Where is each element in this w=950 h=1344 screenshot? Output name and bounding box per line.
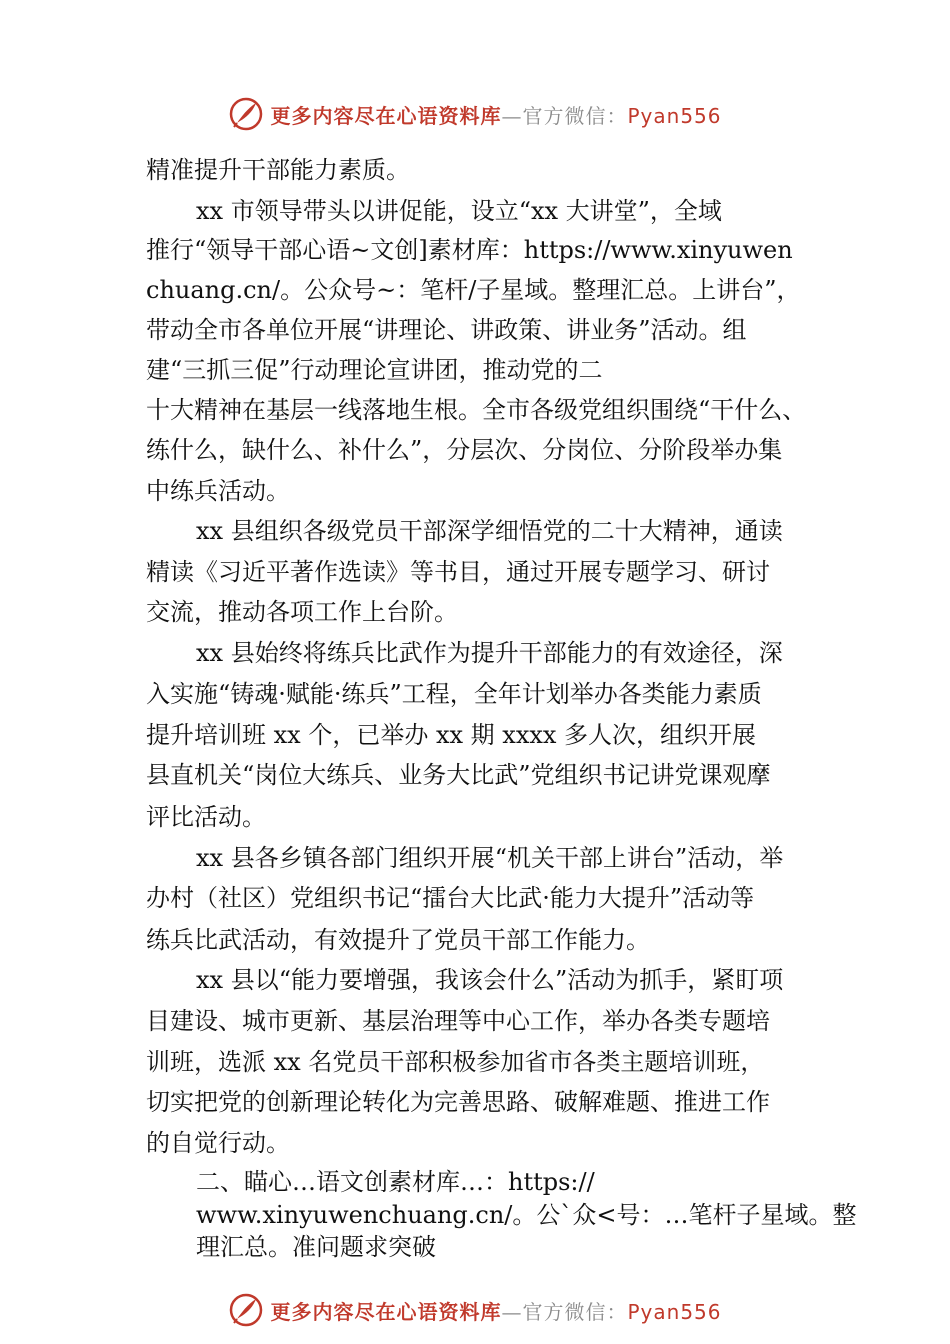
watermark-wechat: Pyan556 (627, 1299, 722, 1324)
body-line: chuang.cn/。公众号~：笔杆/子星域。整理汇总。上讲台”， (146, 276, 801, 304)
watermark-text (270, 100, 721, 129)
body-line: xx 县以“能力要增强，我该会什么”活动为抓手，紧盯项 (196, 966, 784, 994)
body-line: 提升培训班 xx 个，已举办 xx 期 xxxx 多人次，组织开展 (146, 721, 757, 749)
body-line: xx 县始终将练兵比武作为提升干部能力的有效途径，深 (196, 639, 783, 667)
body-line: 县直机关“岗位大练兵、业务大比武”党组织书记讲党课观摩 (146, 761, 771, 789)
watermark-wechat: Pyan556 (627, 103, 722, 128)
body-line: xx 市领导带头以讲促能，设立“xx 大讲堂”，全域 (196, 197, 722, 225)
body-line: 的自觉行动。 (146, 1129, 290, 1157)
body-line: 精读《习近平著作选读》等书目，通过开展专题学习、研讨 (146, 558, 770, 586)
body-line: xx 县各乡镇各部门组织开展“机关干部上讲台”活动，举 (196, 844, 784, 872)
body-line: 十大精神在基层一线落地生根。全市各级党组织围绕“干什么、 (146, 396, 807, 424)
body-line: 训班，选派 xx 名党员干部积极参加省市各类主题培训班， (146, 1048, 765, 1076)
body-line: 评比活动。 (146, 803, 266, 831)
body-line: 精准提升干部能力素质。 (146, 156, 410, 184)
body-line: 切实把党的创新理论转化为完善思路、破解难题、推进工作 (146, 1088, 770, 1116)
body-line: 练什么，缺什么、补什么”，分层次、分岗位、分阶段举办集 (146, 436, 783, 464)
section-heading: 理汇总。准问题求突破 (196, 1233, 436, 1261)
section-heading: www.xinyuwenchuang.cn/。公`众<号：…笔杆子星域。整 (196, 1201, 857, 1229)
body-line: 中练兵活动。 (146, 477, 290, 505)
watermark-dash: —官方微信： (501, 103, 628, 128)
watermark-brand: 更多内容尽在心语资料库 (270, 103, 502, 128)
section-heading: 二、瞄心…语文创素材库…：https:// (196, 1168, 595, 1196)
watermark-brand: 更多内容尽在心语资料库 (270, 1299, 502, 1324)
body-line: 办村（社区）党组织书记“擂台大比武·能力大提升”活动等 (146, 884, 755, 912)
watermark-text (270, 1296, 721, 1325)
body-line: 练兵比武活动，有效提升了党员干部工作能力。 (146, 926, 650, 954)
body-line: xx 县组织各级党员干部深学细悟党的二十大精神，通读 (196, 517, 783, 545)
feather-logo-icon (228, 96, 264, 132)
body-line: 目建设、城市更新、基层治理等中心工作，举办各类专题培 (146, 1007, 770, 1035)
body-line: 建“三抓三促”行动理论宣讲团，推动党的二 (146, 356, 603, 384)
body-line: 推行“领导干部心语~文创]素材库：https://www.xinyuwen (146, 236, 793, 264)
footer-watermark-banner (0, 1288, 950, 1332)
body-line: 交流，推动各项工作上台阶。 (146, 598, 458, 626)
header-watermark-banner (0, 92, 950, 136)
body-line: 带动全市各单位开展“讲理论、讲政策、讲业务”活动。组 (146, 316, 747, 344)
feather-logo-icon (228, 1292, 264, 1328)
body-line: 入实施“铸魂·赋能·练兵”工程，全年计划举办各类能力素质 (146, 680, 762, 708)
watermark-dash: —官方微信： (501, 1299, 628, 1324)
